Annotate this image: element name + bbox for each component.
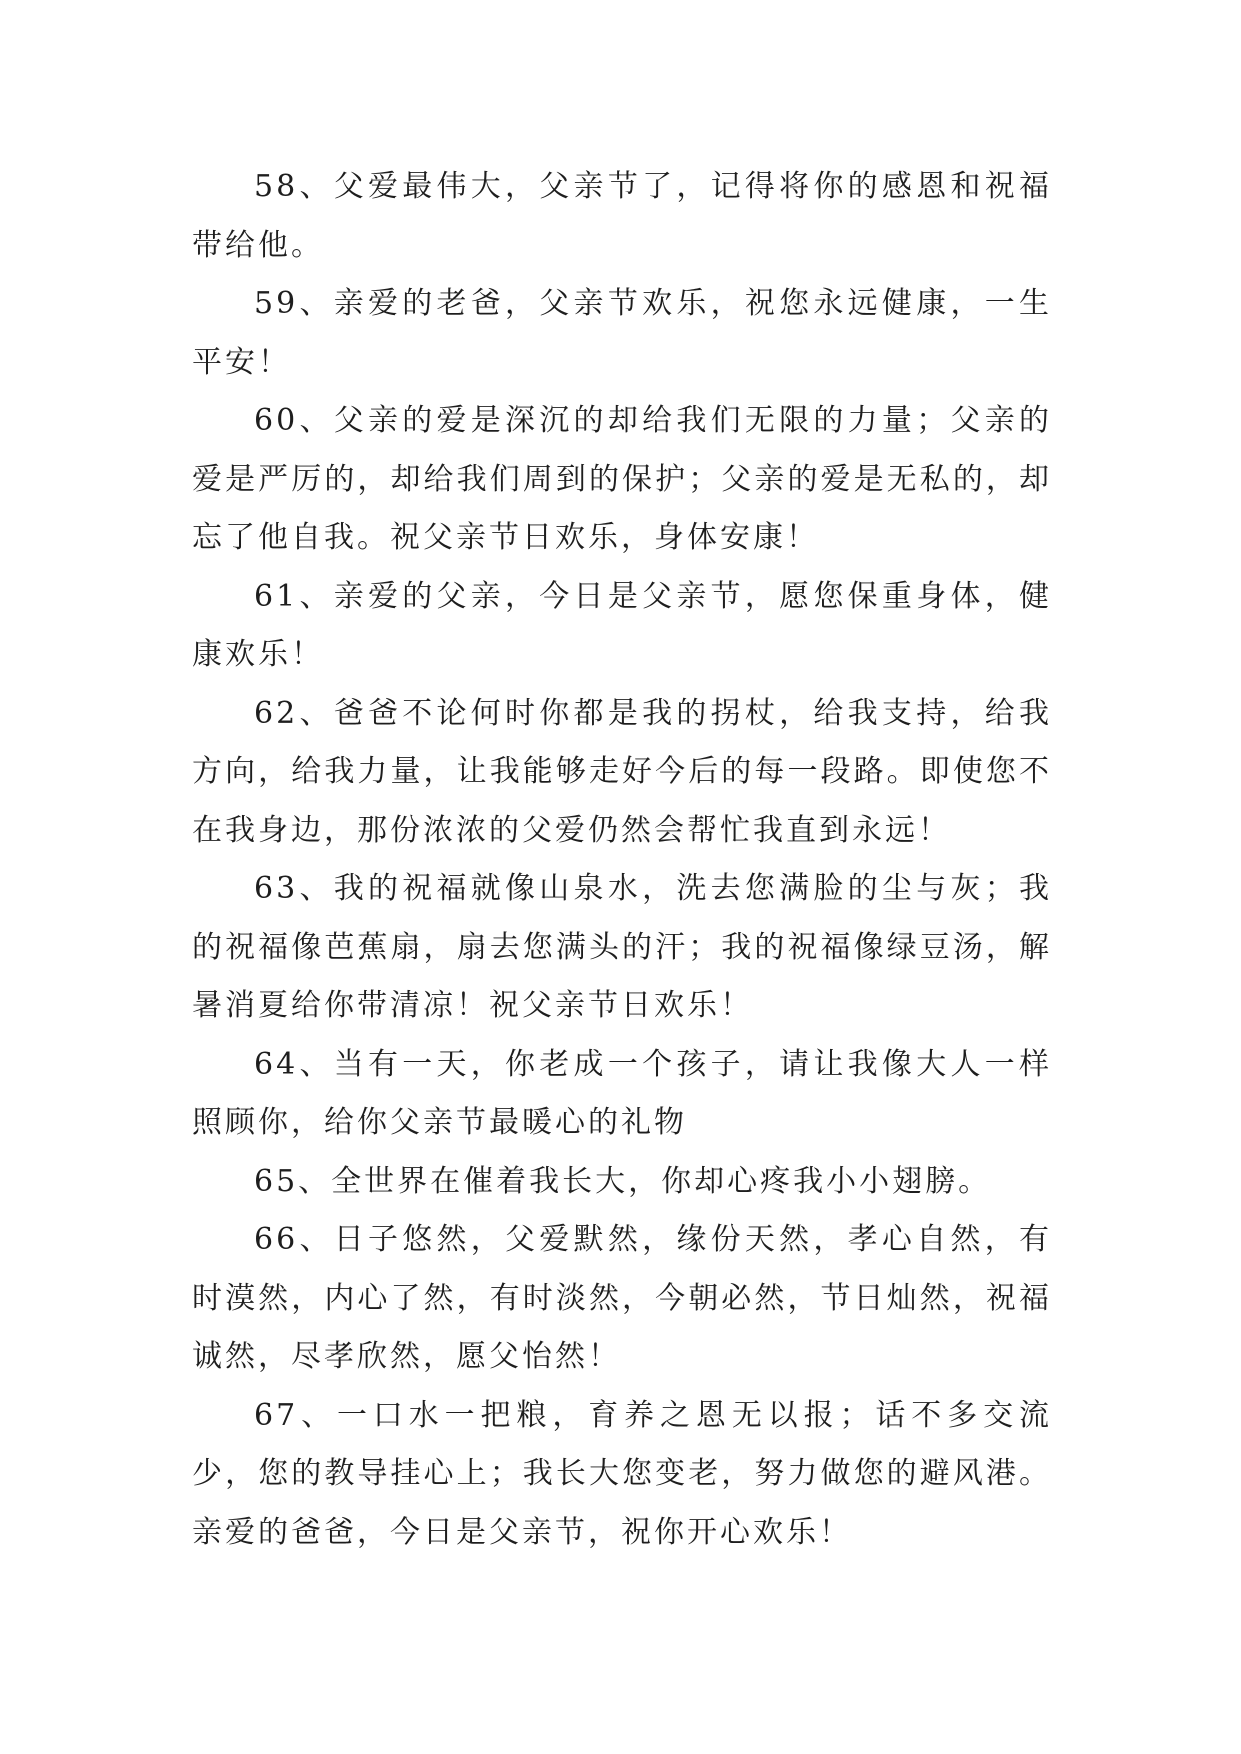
paragraph-59: 59、亲爱的老爸，父亲节欢乐，祝您永远健康，一生平安！ xyxy=(192,286,1052,380)
paragraph-66: 66、日子悠然，父爱默然，缘份天然，孝心自然，有时漠然，内心了然，有时淡然，今朝必然，节日灿然，祝福诚然，尽孝欣然，愿父怡然！ xyxy=(192,1222,1052,1374)
paragraph-61: 61、亲爱的父亲，今日是父亲节，愿您保重身体，健康欢乐！ xyxy=(192,578,1052,672)
paragraph-65: 65、全世界在催着我长大，你却心疼我小小翅膀。 xyxy=(254,1163,992,1199)
paragraph-60: 60、父亲的爱是深沉的却给我们无限的力量；父亲的爱是严厉的，却给我们周到的保护；父亲的爱是无私的，却忘了他自我。祝父亲节日欢乐，身体安康！ xyxy=(192,403,1052,555)
paragraph-63: 63、我的祝福就像山泉水，洗去您满脸的尘与灰；我的祝福像芭蕉扇，扇去您满头的汗；我的祝福像绿豆汤，解暑消夏给你带清凉！祝父亲节日欢乐！ xyxy=(192,871,1052,1023)
paragraph-64: 64、当有一天，你老成一个孩子，请让我像大人一样照顾你，给你父亲节最暖心的礼物 xyxy=(192,1046,1052,1140)
document-body xyxy=(192,158,1052,1562)
paragraph-58: 58、父爱最伟大，父亲节了，记得将你的感恩和祝福带给他。 xyxy=(192,169,1052,263)
paragraph-62: 62、爸爸不论何时你都是我的拐杖，给我支持，给我方向，给我力量，让我能够走好今后的每一段路。即使您不在我身边，那份浓浓的父爱仍然会帮忙我直到永远！ xyxy=(192,695,1052,848)
paragraph-67: 67、一口水一把粮，育养之恩无以报；话不多交流少，您的教导挂心上；我长大您变老，努力做您的避风港。亲爱的爸爸，今日是父亲节，祝你开心欢乐！ xyxy=(192,1397,1052,1550)
